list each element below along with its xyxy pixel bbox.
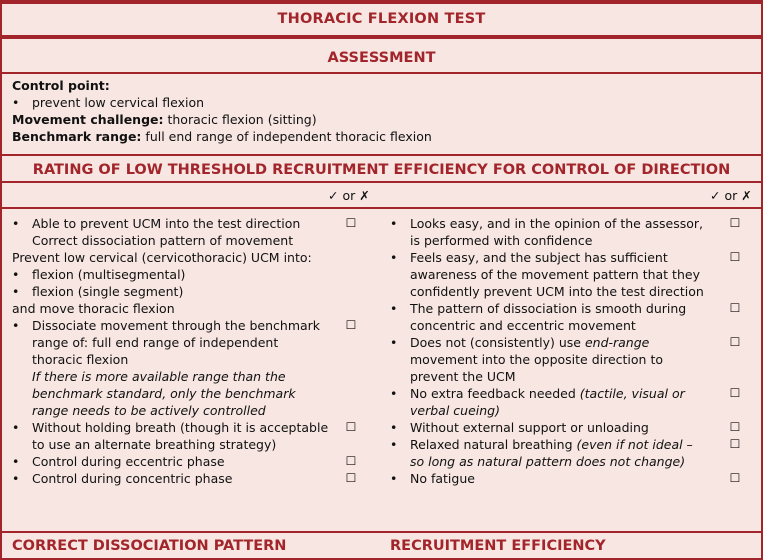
benchmark-row (12, 128, 751, 145)
control-point-text: prevent low cervical flexion (32, 95, 205, 110)
bullet: • (12, 216, 20, 231)
recruitment-efficiency-label: RECRUITMENT EFFICIENCY (390, 538, 606, 554)
bullet: • (390, 250, 398, 265)
criterion-text: and move thoracic flexion (12, 301, 175, 316)
bullet: • (390, 216, 398, 231)
list-item (12, 470, 372, 487)
list-item (12, 300, 372, 317)
bullet: • (12, 471, 20, 486)
checkbox[interactable]: ☐ (729, 250, 741, 264)
list-item (390, 300, 755, 334)
bullet: • (12, 420, 20, 435)
list-item (390, 249, 755, 300)
criterion-text: Control during eccentric phase (32, 454, 225, 469)
movement-label: Movement challenge: (12, 112, 164, 127)
left-check-header: ✓ or ✗ (328, 188, 370, 203)
criterion-line: Dissociate movement through the benchmark range of: full end range of independent thoracic flexion (32, 318, 321, 367)
checkbox[interactable]: ☐ (345, 420, 357, 434)
criterion-part: movement into the opposite direction to prevent the UCM (410, 352, 663, 384)
rating-heading: RATING OF LOW THRESHOLD RECRUITMENT EFFICIENCY FOR CONTROL OF DIRECTION (2, 154, 761, 183)
benchmark-value: full end range of independent thoracic flexion (145, 129, 432, 144)
benchmark-label: Benchmark range: (12, 129, 142, 144)
criterion-text: Without holding breath (though it is acceptable to use an alternate breathing strategy) (32, 420, 329, 452)
list-item (12, 266, 372, 283)
movement-value: thoracic flexion (sitting) (167, 112, 317, 127)
criterion-text (410, 385, 710, 419)
list-item (12, 453, 372, 470)
checkbox[interactable]: ☐ (345, 454, 357, 468)
checkbox[interactable]: ☐ (345, 471, 357, 485)
criterion-text (32, 317, 332, 419)
list-item (390, 419, 755, 436)
efficiency-criteria (390, 215, 755, 487)
dissociation-criteria (12, 215, 372, 487)
checkbox[interactable]: ☐ (729, 216, 741, 230)
footer-row (2, 531, 761, 558)
bullet: • (12, 95, 20, 110)
list-item (390, 334, 755, 385)
list-item (12, 317, 372, 419)
criterion-text: Control during concentric phase (32, 471, 233, 486)
bullet: • (12, 284, 20, 299)
bullet: • (12, 454, 20, 469)
criterion-text: The pattern of dissociation is smooth during concentric and eccentric movement (410, 301, 687, 333)
checkbox[interactable]: ☐ (345, 216, 357, 230)
checkbox[interactable]: ☐ (729, 301, 741, 315)
right-check-header: ✓ or ✗ (710, 188, 752, 203)
list-item (12, 249, 372, 266)
criterion-text: flexion (multisegmental) (32, 267, 186, 282)
bullet: • (390, 437, 398, 452)
criterion-text (410, 334, 710, 385)
criterion-part: No extra feedback needed (410, 386, 580, 401)
checkbox[interactable]: ☐ (729, 335, 741, 349)
assessment-heading: ASSESSMENT (2, 39, 761, 74)
list-item (390, 436, 755, 470)
criterion-text: Looks easy, and in the opinion of the assessor, is performed with confidence (410, 216, 703, 248)
page-title: THORACIC FLEXION TEST (277, 11, 486, 27)
criterion-text: Without external support or unloading (410, 420, 649, 435)
correct-dissociation-label: CORRECT DISSOCIATION PATTERN (12, 538, 287, 554)
movement-challenge-row (12, 111, 751, 128)
criterion-text: Feels easy, and the subject has sufficient awareness of the movement pattern that they confidently prevent UCM into the test direction (410, 250, 704, 299)
criteria-columns (2, 209, 761, 510)
assessment-section (2, 74, 761, 154)
bullet: • (390, 471, 398, 486)
bullet: • (390, 301, 398, 316)
bullet: • (390, 335, 398, 350)
criterion-part: (tactile, visual or verbal cueing) (410, 386, 685, 418)
criterion-part: Relaxed natural breathing (410, 437, 577, 452)
list-item (390, 470, 755, 487)
criterion-text: Prevent low cervical (cervicothoracic) UCM into: (12, 250, 312, 265)
checkbox[interactable]: ☐ (729, 437, 741, 451)
criterion-text (32, 215, 332, 249)
criterion-part: end-range (584, 335, 650, 350)
criterion-text: No fatigue (410, 471, 475, 486)
control-point-item (12, 94, 751, 111)
criterion-line: Correct dissociation pattern of movement (32, 233, 294, 248)
list-item (12, 283, 372, 300)
criterion-part: (even if not ideal – so long as natural pattern does not change) (410, 437, 693, 469)
list-item (12, 215, 372, 249)
criterion-line: Able to prevent UCM into the test direction (32, 216, 301, 231)
checkbox[interactable]: ☐ (729, 471, 741, 485)
criterion-text (410, 436, 710, 470)
list-item (390, 385, 755, 419)
control-point-label: Control point: (12, 78, 110, 93)
bullet: • (12, 318, 20, 333)
criterion-note: If there is more available range than the benchmark standard, only the benchmark range needs to be actively controlled (32, 369, 296, 418)
list-item (390, 215, 755, 249)
criterion-part: Does not (consistently) use (410, 335, 585, 350)
bullet: • (390, 420, 398, 435)
checkbox[interactable]: ☐ (729, 420, 741, 434)
bullet: • (12, 267, 20, 282)
column-header-row (2, 183, 761, 209)
checkbox[interactable]: ☐ (729, 386, 741, 400)
criterion-text: flexion (single segment) (32, 284, 184, 299)
control-point-row (12, 77, 751, 94)
bullet: • (390, 386, 398, 401)
list-item (12, 419, 372, 453)
checkbox[interactable]: ☐ (345, 318, 357, 332)
